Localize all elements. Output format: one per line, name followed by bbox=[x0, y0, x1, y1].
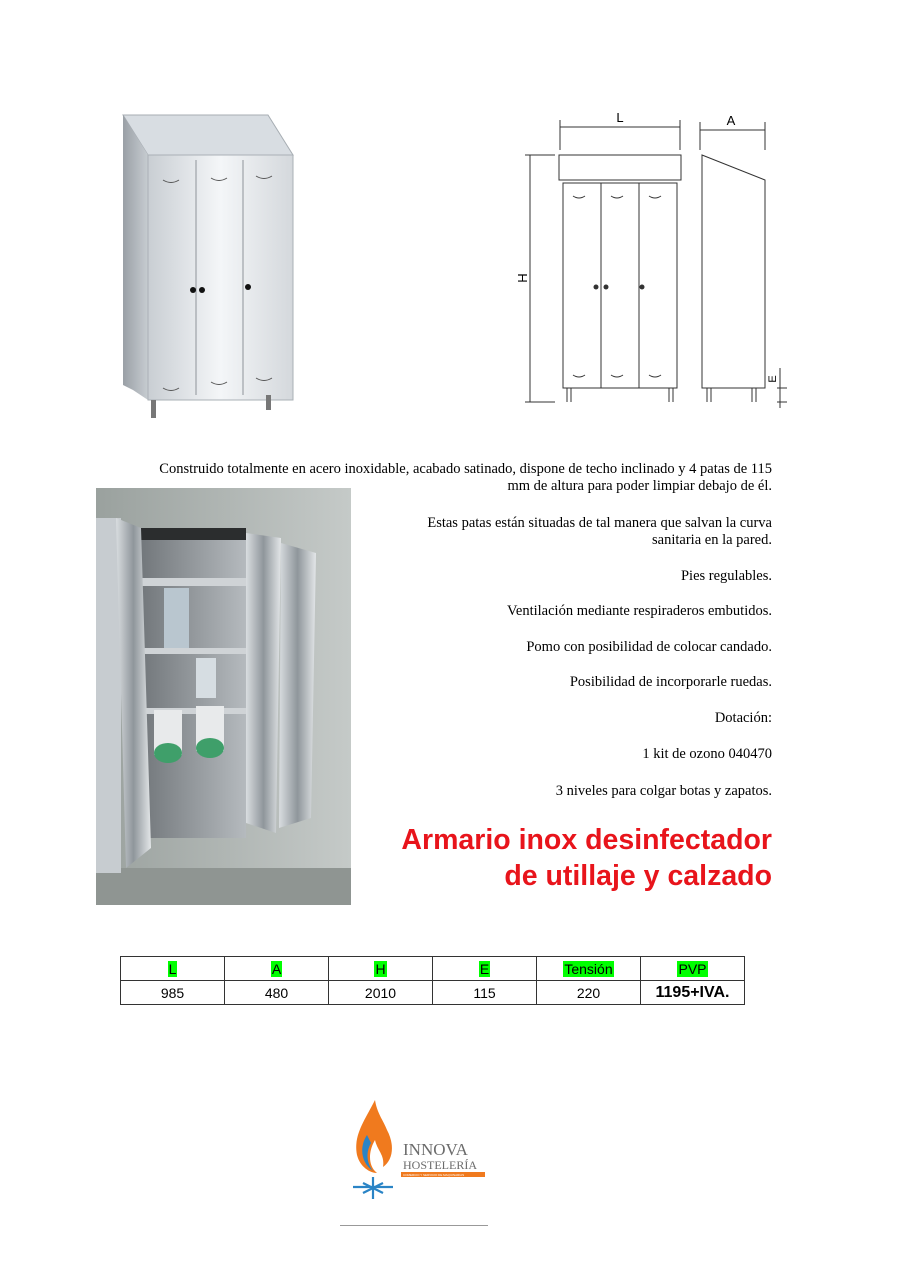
dim-label-a: A bbox=[726, 113, 736, 128]
description-line-3: Estas patas están situadas de tal manera que salvan la curva bbox=[427, 515, 772, 531]
value-h: 2010 bbox=[329, 981, 433, 1005]
open-cabinet-photo bbox=[96, 488, 351, 905]
logo-tagline: COMERCIO Y SERVICIO DE MAQUINARIAS bbox=[403, 1173, 465, 1177]
dim-label-l: L bbox=[616, 110, 624, 125]
spec-table-value-row bbox=[121, 981, 745, 1005]
header-h: H bbox=[375, 960, 386, 977]
header-e: E bbox=[479, 960, 490, 977]
dim-label-e: E bbox=[767, 375, 779, 383]
flame-icon bbox=[356, 1100, 392, 1173]
logo-sub: HOSTELERÍA bbox=[403, 1158, 477, 1172]
header-pvp: PVP bbox=[678, 960, 707, 977]
dim-label-h: H bbox=[515, 273, 530, 283]
logo-name: INNOVA bbox=[403, 1140, 468, 1159]
description-line-9: Dotación: bbox=[714, 710, 772, 726]
header-l: L bbox=[168, 960, 177, 977]
value-a: 480 bbox=[225, 981, 329, 1005]
innova-hosteleria-logo bbox=[345, 1095, 495, 1205]
description-line-2: mm de altura para poder limpiar debajo de él. bbox=[507, 478, 772, 494]
product-title-line-2: de utillaje y calzado bbox=[504, 860, 772, 892]
description-line-11: 3 niveles para colgar botas y zapatos. bbox=[555, 783, 772, 799]
description-line-4: sanitaria en la pared. bbox=[652, 532, 772, 548]
header-tension: Tensión bbox=[564, 960, 613, 977]
description-line-1: Construido totalmente en acero inoxidable, acabado satinado, dispone de techo inclinado y 4 patas de 115 bbox=[159, 461, 772, 477]
footer-divider bbox=[340, 1225, 488, 1226]
product-title-line-1: Armario inox desinfectador bbox=[401, 824, 772, 856]
spec-table bbox=[120, 956, 745, 1005]
technical-drawing bbox=[515, 110, 779, 410]
value-pvp: 1195+IVA. bbox=[641, 981, 745, 1005]
spec-table-header-row bbox=[121, 957, 745, 981]
description-line-10: 1 kit de ozono 040470 bbox=[642, 746, 772, 762]
value-e: 115 bbox=[433, 981, 537, 1005]
value-l: 985 bbox=[121, 981, 225, 1005]
cabinet-product-image bbox=[118, 110, 298, 430]
snowflake-icon bbox=[353, 1177, 393, 1199]
product-title bbox=[380, 822, 772, 894]
value-tension: 220 bbox=[537, 981, 641, 1005]
description-line-5: Pies regulables. bbox=[680, 568, 772, 584]
header-a: A bbox=[271, 960, 282, 977]
description-line-8: Posibilidad de incorporarle ruedas. bbox=[569, 674, 772, 690]
description-line-6: Ventilación mediante respiraderos embutidos. bbox=[507, 603, 772, 619]
description-line-7: Pomo con posibilidad de colocar candado. bbox=[526, 639, 772, 655]
